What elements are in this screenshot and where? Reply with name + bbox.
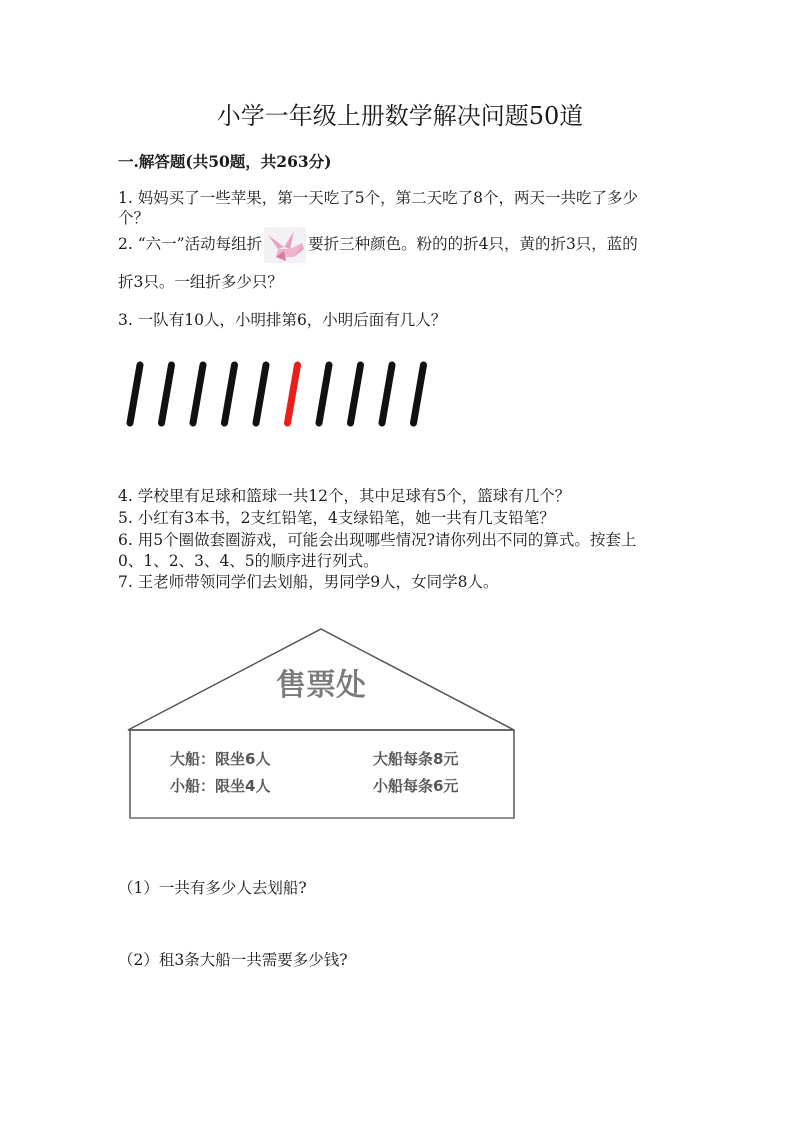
booth-sign [130, 730, 514, 818]
question-6-line-2: 0、1、2、3、4、5的顺序进行列式。 [118, 552, 379, 570]
queue-sticks-figure [118, 355, 438, 435]
paper-crane-icon [264, 227, 306, 263]
question-5: 5. 小红有3本书，2支红铅笔，4支绿铅笔，她一共有几支铅笔？ [118, 509, 555, 527]
question-2-text-a: 2. “六一”活动每组折 [118, 235, 263, 253]
stick-xiaoming [288, 365, 298, 423]
big-boat-capacity: 大船：限坐6人 [170, 750, 271, 768]
question-4: 4. 学校里有足球和篮球一共12个，其中足球有5个，篮球有几个？ [118, 487, 571, 505]
small-boat-capacity: 小船：限坐4人 [170, 777, 271, 795]
small-boat-price: 小船每条6元 [373, 777, 459, 795]
section-heading: 一.解答题(共50题，共263分) [118, 152, 332, 171]
stick-person [319, 365, 329, 423]
question-2-line-1 [118, 226, 638, 263]
question-2-text-b: 要折三种颜色。粉的的折4只，黄的折3只，蓝的 [308, 235, 638, 253]
question-1-line-1: 1. 妈妈买了一些苹果，第一天吃了5个，第二天吃了8个，两天一共吃了多少 [118, 189, 638, 207]
question-7: 7. 王老师带领同学们去划船，男同学9人，女同学8人。 [118, 573, 499, 591]
question-1-line-2: 个？ [118, 209, 150, 227]
page-title: 小学一年级上册数学解决问题50道 [216, 102, 584, 130]
question-6-line-1: 6. 用5个圈做套圈游戏，可能会出现哪些情况?请你列出不同的算式。按套上 [118, 531, 637, 549]
question-3: 3. 一队有10人，小明排第6，小明后面有几人？ [118, 311, 447, 329]
stick-person [414, 365, 424, 423]
stick-person [162, 365, 172, 423]
stick-person [130, 365, 140, 423]
ticket-booth-figure [118, 625, 528, 825]
question-7-sub-2: （2）租3条大船一共需要多少钱? [118, 951, 348, 969]
stick-person [351, 365, 361, 423]
stick-person [225, 365, 235, 423]
stick-person [256, 365, 266, 423]
booth-title: 售票处 [276, 668, 366, 703]
question-2-line-2: 折3只。一组折多少只？ [118, 273, 283, 291]
stick-person [193, 365, 203, 423]
stick-person [382, 365, 392, 423]
big-boat-price: 大船每条8元 [373, 750, 459, 768]
question-7-sub-1: （1）一共有多少人去划船? [118, 879, 307, 897]
